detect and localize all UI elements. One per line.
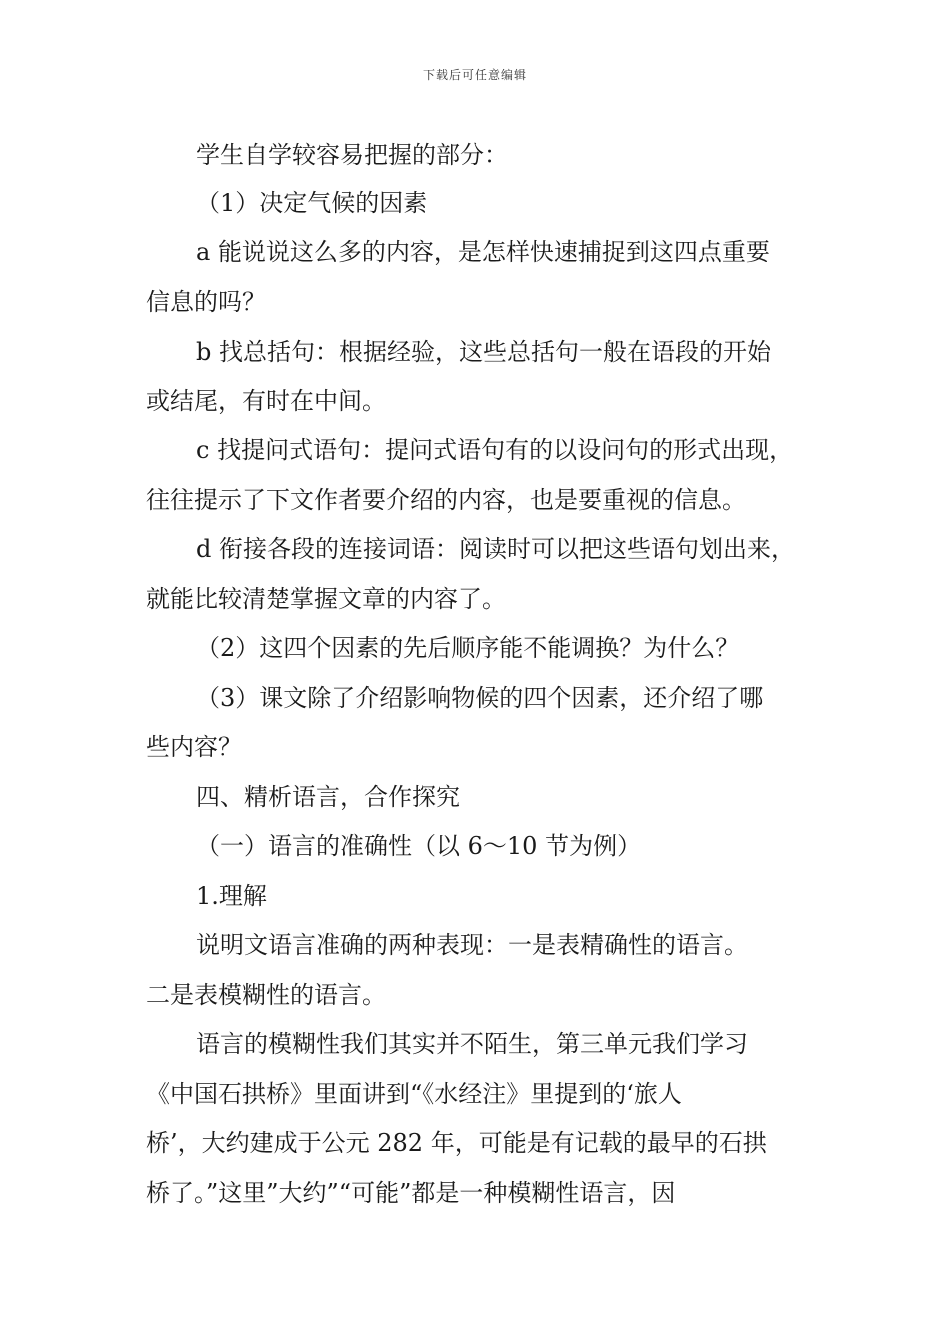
paragraph-line: 信息的吗？ xyxy=(146,288,266,316)
paragraph-line: 学生自学较容易把握的部分： xyxy=(196,141,508,169)
paragraph-line: a 能说说这么多的内容，是怎样快速捕捉到这四点重要 xyxy=(196,238,770,266)
paragraph-line: 桥了。”这里”大约”“可能”都是一种模糊性语言，因 xyxy=(146,1179,676,1207)
paragraph-line: 就能比较清楚掌握文章的内容了。 xyxy=(146,585,506,613)
section-heading: 四、精析语言，合作探究 xyxy=(196,783,460,811)
subsection-heading: （一）语言的准确性（以 6～10 节为例） xyxy=(196,832,642,860)
paragraph-line: （2）这四个因素的先后顺序能不能调换？为什么？ xyxy=(196,634,740,662)
paragraph-line: （1）决定气候的因素 xyxy=(196,189,428,217)
paragraph-line: 《中国石拱桥》里面讲到“《水经注》里提到的‘旅人 xyxy=(146,1080,682,1108)
paragraph-line: 往往提示了下文作者要介绍的内容，也是要重视的信息。 xyxy=(146,486,746,514)
paragraph-line: 桥’，大约建成于公元 282 年，可能是有记载的最早的石拱 xyxy=(146,1129,767,1157)
paragraph-line: 二是表模糊性的语言。 xyxy=(146,981,386,1009)
paragraph-line: 说明文语言准确的两种表现：一是表精确性的语言。 xyxy=(196,931,748,959)
paragraph-line: d 衔接各段的连接词语：阅读时可以把这些语句划出来， xyxy=(196,535,795,563)
header-note: 下载后可任意编辑 xyxy=(422,68,527,82)
paragraph-line: 或结尾，有时在中间。 xyxy=(146,387,386,415)
paragraph-line: 些内容？ xyxy=(146,733,242,761)
paragraph-line: c 找提问式语句：提问式语句有的以设问句的形式出现， xyxy=(196,436,794,464)
paragraph-line: 语言的模糊性我们其实并不陌生，第三单元我们学习 xyxy=(196,1030,748,1058)
paragraph-line: （3）课文除了介绍影响物候的四个因素，还介绍了哪 xyxy=(196,684,764,712)
paragraph-line: b 找总括句：根据经验，这些总括句一般在语段的开始 xyxy=(196,338,771,366)
item-heading: 1.理解 xyxy=(196,882,267,910)
